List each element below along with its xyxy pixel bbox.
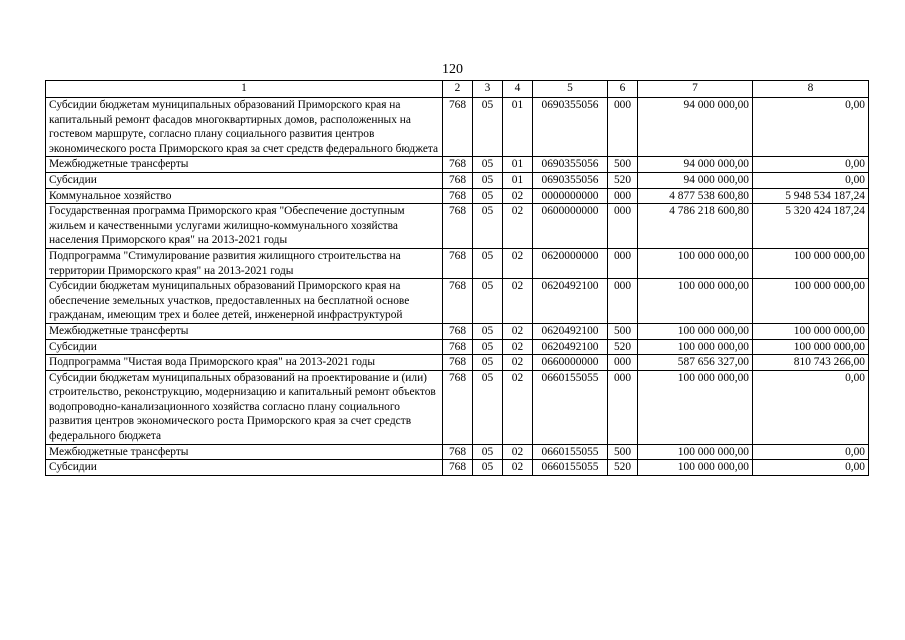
target-article-code: 0000000000	[533, 188, 608, 204]
subsection-code: 02	[503, 370, 533, 444]
section-code: 05	[473, 188, 503, 204]
expense-type-code: 000	[608, 355, 638, 371]
table-row	[46, 339, 869, 355]
expense-type-code: 000	[608, 98, 638, 157]
table-row	[46, 279, 869, 324]
expense-type-code: 520	[608, 339, 638, 355]
ministry-code: 768	[443, 460, 473, 476]
amount-col7: 94 000 000,00	[638, 172, 753, 188]
ministry-code: 768	[443, 355, 473, 371]
row-name: Коммунальное хозяйство	[46, 188, 443, 204]
target-article-code: 0620492100	[533, 339, 608, 355]
page-number: 120	[442, 62, 463, 77]
table-row	[46, 172, 869, 188]
subsection-code: 01	[503, 157, 533, 173]
table-row	[46, 323, 869, 339]
section-code: 05	[473, 460, 503, 476]
expense-type-code: 000	[608, 370, 638, 444]
column-header: 3	[473, 81, 503, 98]
ministry-code: 768	[443, 188, 473, 204]
table-row	[46, 248, 869, 278]
amount-col8: 0,00	[753, 370, 869, 444]
row-name: Субсидии	[46, 339, 443, 355]
target-article-code: 0690355056	[533, 172, 608, 188]
row-name: Субсидии бюджетам муниципальных образований на проектирование и (или) строительство, реконструкцию, модернизацию и капитальный ремонт объектов водопроводно-канализационного хозяйства согласно плану социального развития центров экономического роста Приморского края за счет средств федерального бюджета	[46, 370, 443, 444]
subsection-code: 01	[503, 98, 533, 157]
amount-col7: 587 656 327,00	[638, 355, 753, 371]
amount-col7: 100 000 000,00	[638, 444, 753, 460]
table-row	[46, 355, 869, 371]
table-row	[46, 188, 869, 204]
target-article-code: 0690355056	[533, 98, 608, 157]
amount-col8: 5 948 534 187,24	[753, 188, 869, 204]
amount-col7: 94 000 000,00	[638, 98, 753, 157]
column-header: 6	[608, 81, 638, 98]
expense-type-code: 000	[608, 204, 638, 249]
amount-col7: 100 000 000,00	[638, 279, 753, 324]
ministry-code: 768	[443, 204, 473, 249]
amount-col8: 100 000 000,00	[753, 279, 869, 324]
ministry-code: 768	[443, 157, 473, 173]
amount-col8: 0,00	[753, 444, 869, 460]
amount-col8: 0,00	[753, 98, 869, 157]
row-name: Субсидии	[46, 172, 443, 188]
amount-col7: 4 786 218 600,80	[638, 204, 753, 249]
ministry-code: 768	[443, 172, 473, 188]
subsection-code: 02	[503, 339, 533, 355]
ministry-code: 768	[443, 339, 473, 355]
amount-col7: 94 000 000,00	[638, 157, 753, 173]
table-row	[46, 98, 869, 157]
section-code: 05	[473, 204, 503, 249]
target-article-code: 0620492100	[533, 323, 608, 339]
subsection-code: 02	[503, 444, 533, 460]
ministry-code: 768	[443, 248, 473, 278]
section-code: 05	[473, 98, 503, 157]
subsection-code: 02	[503, 204, 533, 249]
table-row	[46, 370, 869, 444]
amount-col8: 100 000 000,00	[753, 248, 869, 278]
table-row	[46, 444, 869, 460]
target-article-code: 0600000000	[533, 204, 608, 249]
row-name: Межбюджетные трансферты	[46, 157, 443, 173]
row-name: Подпрограмма "Чистая вода Приморского края" на 2013-2021 годы	[46, 355, 443, 371]
expense-type-code: 520	[608, 460, 638, 476]
row-name: Субсидии бюджетам муниципальных образований Приморского края на капитальный ремонт фасадов многоквартирных домов, расположенных на гостевом маршруте, согласно плану социального развития центров экономического роста Приморского края за счет средств федерального бюджета	[46, 98, 443, 157]
amount-col7: 4 877 538 600,80	[638, 188, 753, 204]
target-article-code: 0690355056	[533, 157, 608, 173]
expense-type-code: 000	[608, 248, 638, 278]
amount-col8: 0,00	[753, 172, 869, 188]
target-article-code: 0620492100	[533, 279, 608, 324]
amount-col7: 100 000 000,00	[638, 323, 753, 339]
ministry-code: 768	[443, 444, 473, 460]
expense-type-code: 520	[608, 172, 638, 188]
amount-col8: 810 743 266,00	[753, 355, 869, 371]
subsection-code: 02	[503, 460, 533, 476]
amount-col7: 100 000 000,00	[638, 248, 753, 278]
ministry-code: 768	[443, 370, 473, 444]
amount-col7: 100 000 000,00	[638, 460, 753, 476]
row-name: Межбюджетные трансферты	[46, 444, 443, 460]
subsection-code: 02	[503, 355, 533, 371]
amount-col8: 100 000 000,00	[753, 323, 869, 339]
column-header: 4	[503, 81, 533, 98]
amount-col8: 0,00	[753, 460, 869, 476]
section-code: 05	[473, 355, 503, 371]
section-code: 05	[473, 279, 503, 324]
row-name: Подпрограмма "Стимулирование развития жилищного строительства на территории Приморского края" на 2013-2021 годы	[46, 248, 443, 278]
table-row	[46, 460, 869, 476]
ministry-code: 768	[443, 279, 473, 324]
expense-type-code: 000	[608, 279, 638, 324]
column-header: 1	[46, 81, 443, 98]
budget-table	[45, 80, 869, 476]
target-article-code: 0660155055	[533, 460, 608, 476]
column-header: 2	[443, 81, 473, 98]
amount-col8: 100 000 000,00	[753, 339, 869, 355]
target-article-code: 0660155055	[533, 444, 608, 460]
ministry-code: 768	[443, 323, 473, 339]
target-article-code: 0660000000	[533, 355, 608, 371]
target-article-code: 0620000000	[533, 248, 608, 278]
section-code: 05	[473, 248, 503, 278]
section-code: 05	[473, 323, 503, 339]
subsection-code: 02	[503, 323, 533, 339]
target-article-code: 0660155055	[533, 370, 608, 444]
expense-type-code: 000	[608, 188, 638, 204]
amount-col8: 5 320 424 187,24	[753, 204, 869, 249]
section-code: 05	[473, 172, 503, 188]
row-name: Государственная программа Приморского края "Обеспечение доступным жильем и качественными услугами жилищно-коммунального хозяйства населения Приморского края" на 2013-2021 годы	[46, 204, 443, 249]
amount-col7: 100 000 000,00	[638, 339, 753, 355]
expense-type-code: 500	[608, 157, 638, 173]
section-code: 05	[473, 339, 503, 355]
amount-col8: 0,00	[753, 157, 869, 173]
column-header: 5	[533, 81, 608, 98]
subsection-code: 02	[503, 248, 533, 278]
expense-type-code: 500	[608, 444, 638, 460]
column-header: 7	[638, 81, 753, 98]
subsection-code: 02	[503, 188, 533, 204]
row-name: Субсидии	[46, 460, 443, 476]
column-header: 8	[753, 81, 869, 98]
section-code: 05	[473, 444, 503, 460]
section-code: 05	[473, 157, 503, 173]
row-name: Субсидии бюджетам муниципальных образований Приморского края на обеспечение земельных участков, предоставленных на бесплатной основе гражданам, имеющим трех и более детей, инженерной инфраструктурой	[46, 279, 443, 324]
expense-type-code: 500	[608, 323, 638, 339]
amount-col7: 100 000 000,00	[638, 370, 753, 444]
header-row	[46, 81, 869, 98]
row-name: Межбюджетные трансферты	[46, 323, 443, 339]
subsection-code: 01	[503, 172, 533, 188]
ministry-code: 768	[443, 98, 473, 157]
table-row	[46, 157, 869, 173]
section-code: 05	[473, 370, 503, 444]
table-row	[46, 204, 869, 249]
subsection-code: 02	[503, 279, 533, 324]
